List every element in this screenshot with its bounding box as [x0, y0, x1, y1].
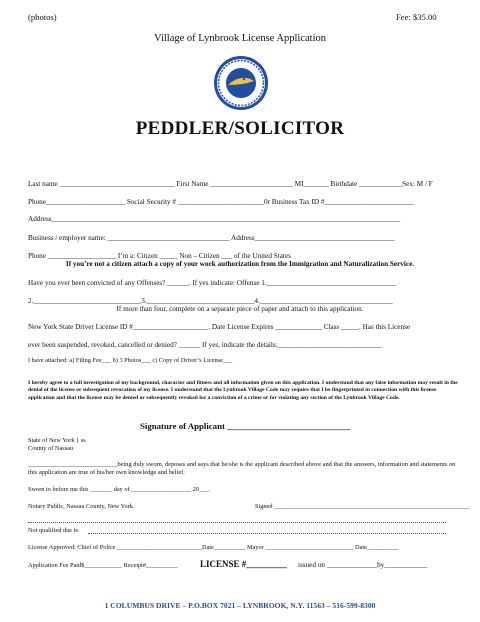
address-line[interactable]: Address_________________________________________________________________________________________________ — [28, 215, 401, 223]
business-line[interactable]: Business / employer name: __________________________________ Address_______________________________________ — [28, 234, 395, 242]
attachments-line[interactable]: I have attached: a) Filing Fee___ b) 3 Photos___ c) Copy of Driver’s License___ — [28, 357, 233, 364]
name-line[interactable]: Last name ________________________________ First Name _______________________ MI_______ Birthdate ____________Sex: M / F — [28, 180, 433, 188]
village-seal-icon — [213, 55, 269, 111]
license-history-line[interactable]: ever been suspended, revoked, cancelled or denied? ______ If yes, indicate the details:_____________________________ — [28, 341, 382, 349]
signed-line[interactable]: Signed ______________________________________________________________ — [255, 503, 470, 510]
offense-list-line[interactable]: 2.______________________________3.______________________________4._____________________________________ — [28, 297, 393, 305]
dotted-divider — [28, 522, 446, 523]
signature-line[interactable]: Signature of Applicant ____________________________ — [140, 421, 351, 431]
offense-note: If more than four, complete on a separate piece of paper and attach to this application. — [116, 305, 364, 313]
page-title: PEDDLER/SOLICITOR — [135, 118, 345, 139]
sworn-statement[interactable]: ____________________________being duly sworn, deposes and says that he/she is the applicant described above and that the answers, information and statements on this application are true of his/her own knowledge and belief. — [28, 461, 456, 477]
issued-line[interactable]: issued on ______________by____________ — [298, 561, 428, 569]
fee-receipt-line[interactable]: Application Fee Paid$____________ Receipt#__________ — [28, 562, 178, 569]
offense-line[interactable]: Have you ever been convicted of any Offenses? ______. If yes indicate: Offense 1.____________________________________ — [28, 279, 397, 287]
county-line: County of Nassau — [28, 445, 74, 452]
license-number-field[interactable]: LICENSE #_________ — [200, 559, 287, 569]
fee-note: Fee: $35.00 — [396, 12, 437, 22]
notary-line: Notary Public, Nassau County, New York. — [28, 503, 135, 510]
state-line: State of New York } ss — [28, 437, 86, 444]
sworn-before-line[interactable]: Sworn to before me this _______ day of ___________________ 20___. — [28, 486, 210, 493]
photos-note: (photos) — [28, 12, 57, 22]
not-qualified-label: Not qualified due to — [28, 527, 79, 534]
citizenship-line[interactable]: Phone ___________________ I’m a: Citizen _____ Non – Citizen ___ of the United States — [28, 252, 291, 260]
not-qualified-field[interactable] — [88, 533, 446, 534]
footer-address: 1 COLUMBUS DRIVE – P.O.BOX 7021 – LYNBROOK, N.Y. 11563 – 516-599-8300 — [104, 601, 376, 610]
citizen-note: If you’re not a citizen attach a copy of your work authorization from the Immigration and Naturalization Service. — [65, 260, 415, 268]
approval-line[interactable]: License Approved: Chief of Police ___________________________Date__________ Mayor ____________________________ Date__________ — [28, 544, 399, 551]
phone-ssn-line[interactable]: Phone______________________ Social Security # ________________________0r Business Tax ID #_________________________ — [28, 198, 415, 206]
driver-license-line[interactable]: New York State Driver License ID #_____________________. Date License Expires _____________ Class _____. Has this License — [28, 323, 411, 331]
village-title: Village of Lynbrook License Application — [154, 33, 326, 44]
agreement-paragraph: I hereby agree to a full investigation of my background, character and fitness and all information given on this application. I understand that any false information may result in the denial of the license or subsequent revocation of my license. I understand that the Lynbrook Village Code may require that I be fingerprinted in connection with this license application and that the license may be denied or subsequently revoked for a conviction of a crime or for violating any section of the Lynbrook Village Code. — [28, 380, 458, 401]
